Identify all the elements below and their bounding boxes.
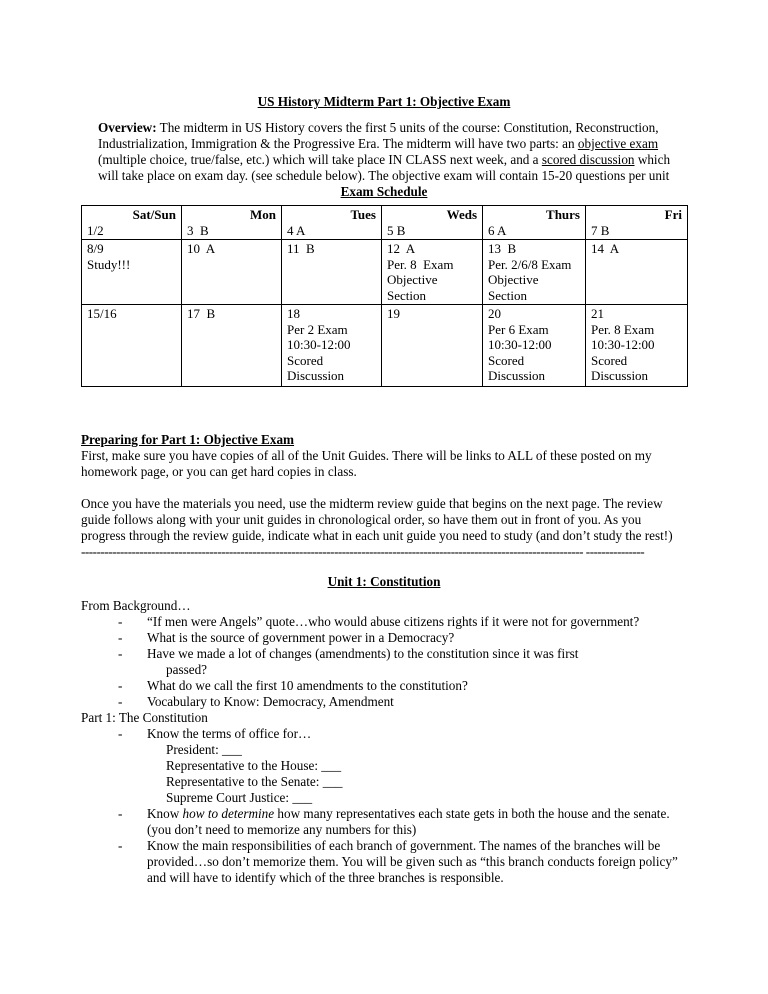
schedule-cell: [82, 240, 182, 305]
know-rest: how many representatives each state gets in both the house and the senate. (you don’t need to memorize any numbers for this): [147, 806, 670, 837]
schedule-cell-line: Study!!!: [87, 256, 131, 272]
schedule-cell: [382, 206, 483, 240]
background-item: Have we made a lot of changes (amendments) to the constitution since it was first: [147, 646, 579, 661]
schedule-cell-line: 4 A: [287, 222, 306, 238]
background-item: What is the source of government power in a Democracy?: [147, 630, 455, 645]
bullet-dash: -: [118, 678, 123, 693]
background-heading: From Background…: [81, 598, 191, 613]
schedule-cell-line: 21: [591, 306, 604, 321]
schedule-cell: [82, 206, 182, 240]
overview-paragraph: [98, 120, 688, 184]
schedule-row: [82, 240, 688, 305]
schedule-cell-line: 7 B: [591, 222, 610, 238]
schedule-cell: [483, 305, 586, 387]
schedule-cell: [182, 240, 282, 305]
overview-text-2: (multiple choice, true/false, etc.) which will take place IN CLASS next week, and a: [98, 152, 542, 167]
exam-schedule-table: [81, 205, 688, 387]
term-item: President: ___: [166, 742, 242, 757]
schedule-cell: [586, 240, 688, 305]
unit-1-title: Unit 1: Constitution: [327, 574, 441, 589]
schedule-cell-line: Thurs: [546, 207, 580, 222]
schedule-cell-line: 17 B: [187, 306, 216, 321]
schedule-cell: [282, 240, 382, 305]
background-item: “If men were Angels” quote…who would abuse citizens rights if it were not for government?: [147, 614, 640, 629]
schedule-cell: [586, 305, 688, 387]
schedule-cell-line: Per 2 Exam: [287, 321, 348, 337]
bullet-dash: -: [118, 806, 123, 821]
schedule-cell-line: Per. 2/6/8 Exam: [488, 256, 572, 272]
term-item: Supreme Court Justice: ___: [166, 790, 313, 805]
schedule-cell-line: 19: [387, 306, 400, 321]
schedule-cell: [382, 240, 483, 305]
terms-intro: Know the terms of office for…: [147, 726, 312, 741]
schedule-cell-line: 10:30-12:00: [287, 337, 351, 352]
schedule-cell-line: Weds: [446, 207, 477, 222]
schedule-cell-line: Sat/Sun: [132, 207, 176, 222]
schedule-cell: [182, 206, 282, 240]
bullet-dash: -: [118, 614, 123, 629]
representatives-item: [147, 806, 687, 838]
schedule-cell-line: 10:30-12:00: [488, 337, 552, 352]
overview-text-1: The midterm in US History covers the first 5 units of the course: Constitution, Reconstruction, Industrialization, Immigration & the Progressive Era. The midterm will have two parts: an: [98, 120, 659, 151]
bullet-dash: -: [118, 646, 123, 661]
schedule-row: [82, 206, 688, 240]
schedule-cell-line: 18: [287, 306, 300, 321]
schedule-cell-line: 11 B: [287, 241, 315, 256]
schedule-cell-line: Scored: [591, 352, 628, 368]
schedule-cell-line: Objective: [488, 272, 539, 287]
schedule-cell-line: Discussion: [287, 368, 345, 383]
background-item: What do we call the first 10 amendments to the constitution?: [147, 678, 468, 693]
preparing-heading: Preparing for Part 1: Objective Exam: [81, 432, 295, 447]
overview-text-3: which will take place on exam day. (see schedule below). The objective exam will contain 15-20 questions per unit: [98, 152, 671, 183]
schedule-cell-line: 13 B: [488, 241, 517, 256]
bullet-dash: -: [118, 630, 123, 645]
preparing-paragraph-2: Once you have the materials you need, use the midterm review guide that begins on the next page. The review guide follows along with your unit guides in chronological order, so have them out in front of you. As you progress through the review guide, indicate what in each unit guide you need to study (and don’t study the rest!): [81, 496, 673, 543]
term-item: Representative to the Senate: ___: [166, 774, 343, 789]
overview-label: Overview:: [98, 120, 157, 135]
preparing-paragraph-1: First, make sure you have copies of all of the Unit Guides. There will be links to ALL of these posted on my homework page, or you can get hard copies in class.: [81, 448, 652, 479]
schedule-cell: [382, 305, 483, 387]
schedule-cell: [82, 305, 182, 387]
schedule-cell-line: Tues: [350, 207, 376, 222]
know-italic: how to determine: [182, 806, 275, 821]
schedule-cell-line: Per. 8 Exam: [387, 256, 454, 272]
background-item-continued: passed?: [166, 662, 208, 677]
schedule-cell-line: 5 B: [387, 222, 406, 238]
scored-discussion-term: scored discussion: [541, 152, 635, 167]
branches-item: Know the main responsibilities of each branch of government. The names of the branches will be provided…so don’t memorize them. You will be given such as “this branch conducts foreign policy” and will have to identify which of the three branches is responsible.: [147, 838, 678, 885]
schedule-title: Exam Schedule: [340, 184, 428, 199]
schedule-cell-line: Mon: [250, 207, 276, 222]
preparing-section: [81, 432, 686, 480]
schedule-cell-line: Fri: [664, 207, 682, 222]
schedule-cell-line: 3 B: [187, 222, 209, 238]
bullet-dash: -: [118, 694, 123, 709]
schedule-row: [82, 305, 688, 387]
schedule-cell: [282, 305, 382, 387]
schedule-cell: [483, 206, 586, 240]
schedule-cell-line: Objective: [387, 272, 438, 287]
schedule-cell: [483, 240, 586, 305]
term-item: Representative to the House: ___: [166, 758, 342, 773]
schedule-cell-line: Discussion: [591, 368, 649, 383]
part-1-heading: Part 1: The Constitution: [81, 710, 208, 725]
schedule-cell-line: 15/16: [87, 306, 117, 321]
schedule-cell-line: Per 6 Exam: [488, 321, 549, 337]
objective-exam-term: objective exam: [577, 136, 659, 151]
schedule-cell-line: Per. 8 Exam: [591, 321, 655, 337]
bullet-dash: -: [118, 838, 123, 853]
schedule-cell: [182, 305, 282, 387]
schedule-cell-line: 12 A: [387, 241, 416, 256]
schedule-cell-line: 6 A: [488, 222, 507, 238]
schedule-cell: [586, 206, 688, 240]
background-item: Vocabulary to Know: Democracy, Amendment: [147, 694, 394, 709]
section-divider: --------------------------------------------------------------------------------------------------------------------------------- ---------------: [81, 544, 645, 559]
schedule-cell-line: 10:30-12:00: [591, 337, 655, 352]
schedule-cell-line: 14 A: [591, 241, 620, 256]
schedule-cell-line: 20: [488, 306, 501, 321]
schedule-cell-line: 1/2: [87, 222, 104, 238]
schedule-cell-line: Section: [387, 287, 426, 303]
schedule-cell-line: Scored: [287, 352, 324, 368]
schedule-cell-line: 10 A: [187, 241, 216, 256]
bullet-dash: -: [118, 726, 123, 741]
schedule-cell-line: Scored: [488, 352, 525, 368]
schedule-cell-line: 8/9: [87, 241, 104, 256]
schedule-cell-line: Discussion: [488, 368, 546, 383]
schedule-cell-line: Section: [488, 287, 527, 303]
know-prefix: Know: [147, 806, 183, 821]
schedule-cell: [282, 206, 382, 240]
document-title: US History Midterm Part 1: Objective Exam: [257, 94, 511, 109]
